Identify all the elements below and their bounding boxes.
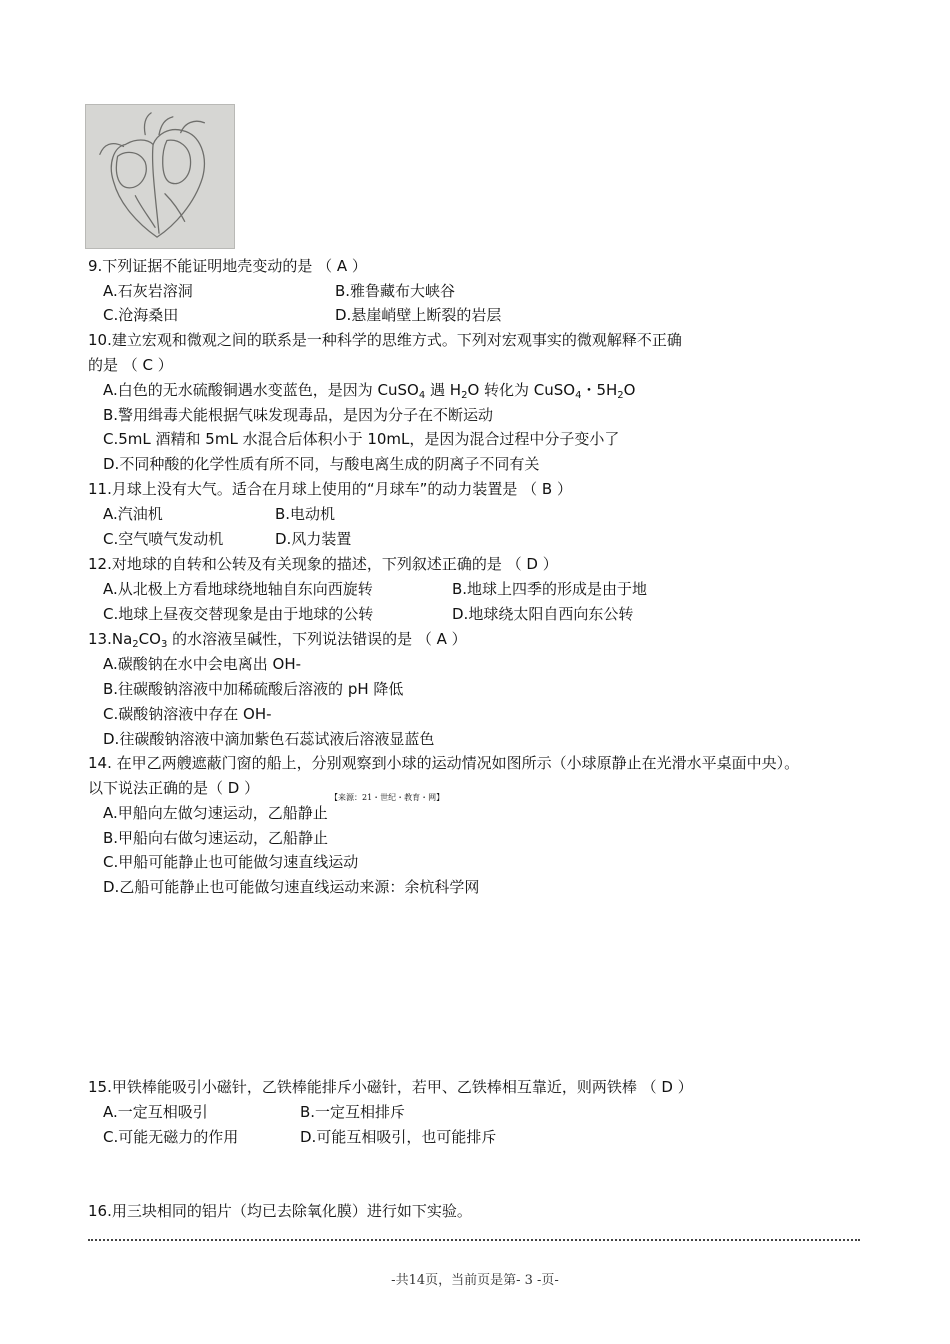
q14-stem-line2: 以下说法正确的是（ D ） [88, 779, 260, 797]
q11-option-c: C.空气喷气发动机 [103, 530, 224, 548]
q14-stem-line1: 14. 在甲乙两艘遮蔽门窗的船上，分别观察到小球的运动情况如图所示（小球原静止在光滑水平桌面中央）。 [88, 754, 800, 772]
q11-option-a: A.汽油机 [103, 505, 163, 523]
q12-stem: 12.对地球的自转和公转及有关现象的描述，下列叙述正确的是 （ D ） [88, 555, 558, 573]
q13-sub1: 2 [132, 639, 139, 650]
q12-option-a: A.从北极上方看地球绕地轴自东向西旋转 [103, 580, 373, 598]
q10-a-sub2: 2 [461, 390, 468, 401]
heart-sketch [86, 105, 234, 248]
q13-option-b: B.往碳酸钠溶液中加稀硫酸后溶液的 pH 降低 [103, 680, 404, 698]
q15-option-b: B.一定互相排斥 [300, 1103, 406, 1121]
q10-stem-line1: 10.建立宏观和微观之间的联系是一种科学的思维方式。下列对宏观事实的微观解释不正确 [88, 331, 682, 349]
q10-a-sub4: 2 [617, 390, 624, 401]
q10-a-text4: ・5H [581, 381, 618, 399]
q13-stem [88, 629, 467, 649]
q10-a-sub3: 4 [575, 390, 582, 401]
dotted-divider [88, 1239, 860, 1241]
q10-a-text5: O [623, 381, 636, 399]
q9-stem: 9.下列证据不能证明地壳变动的是 （ A ） [88, 257, 367, 275]
q13-option-a: A.碳酸钠在水中会电离出 OH- [103, 655, 302, 673]
source-note: 【来源：21・世纪・教育・网】 [330, 793, 445, 802]
q10-a-text1: A.白色的无水硫酸铜遇水变蓝色，是因为 CuSO [103, 381, 419, 399]
q10-a-text2: 遇 H [425, 381, 462, 399]
q15-option-d: D.可能互相吸引，也可能排斥 [300, 1128, 497, 1146]
q12-option-b: B.地球上四季的形成是由于地 [452, 580, 648, 598]
page-footer: -共14页，当前页是第- 3 -页- [391, 1273, 559, 1288]
q13-stem-post: 的水溶液呈碱性，下列说法错误的是 （ A ） [167, 630, 467, 648]
q12-option-d: D.地球绕太阳自西向东公转 [452, 605, 634, 623]
q9-option-b: B.雅鲁藏布大峡谷 [335, 282, 456, 300]
q14-option-b: B.甲船向右做匀速运动，乙船静止 [103, 829, 329, 847]
q9-option-a: A.石灰岩溶洞 [103, 282, 193, 300]
q13-stem-pre: 13.Na [88, 630, 133, 648]
heart-figure [85, 104, 235, 249]
q15-option-c: C.可能无磁力的作用 [103, 1128, 239, 1146]
q11-option-b: B.电动机 [275, 505, 336, 523]
q10-option-c: C.5mL 酒精和 5mL 水混合后体积小于 10mL，是因为混合过程中分子变小了 [103, 430, 620, 448]
q10-stem-line2: 的是 （ C ） [88, 356, 173, 374]
q14-option-a: A.甲船向左做匀速运动，乙船静止 [103, 804, 328, 822]
q9-option-d: D.悬崖峭壁上断裂的岩层 [335, 306, 502, 324]
q14-option-c: C.甲船可能静止也可能做匀速直线运动 [103, 853, 359, 871]
q13-stem-mid: CO [138, 630, 161, 648]
q15-stem: 15.甲铁棒能吸引小磁针，乙铁棒能排斥小磁针，若甲、乙铁棒相互靠近，则两铁棒 （ D ） [88, 1078, 693, 1096]
q10-option-d: D.不同种酸的化学性质有所不同，与酸电离生成的阴离子不同有关 [103, 455, 540, 473]
q10-a-sub1: 4 [418, 390, 426, 401]
q13-sub2: 3 [160, 639, 168, 650]
q13-option-c: C.碳酸钠溶液中存在 OH- [103, 705, 272, 723]
q16-stem: 16.用三块相同的铝片（均已去除氧化膜）进行如下实验。 [88, 1202, 472, 1220]
q10-option-b: B.警用缉毒犬能根据气味发现毒品，是因为分子在不断运动 [103, 406, 494, 424]
q14-option-d: D.乙船可能静止也可能做匀速直线运动来源：余杭科学网 [103, 878, 480, 896]
q15-option-a: A.一定互相吸引 [103, 1103, 208, 1121]
q11-stem: 11.月球上没有大气。适合在月球上使用的“月球车”的动力装置是 （ B ） [88, 480, 572, 498]
q11-option-d: D.风力装置 [275, 530, 352, 548]
q12-option-c: C.地球上昼夜交替现象是由于地球的公转 [103, 605, 374, 623]
q13-option-d: D.往碳酸钠溶液中滴加紫色石蕊试液后溶液显蓝色 [103, 730, 435, 748]
q10-option-a [103, 380, 635, 400]
q10-a-text3: O 转化为 CuSO [467, 381, 576, 399]
q9-option-c: C.沧海桑田 [103, 306, 179, 324]
